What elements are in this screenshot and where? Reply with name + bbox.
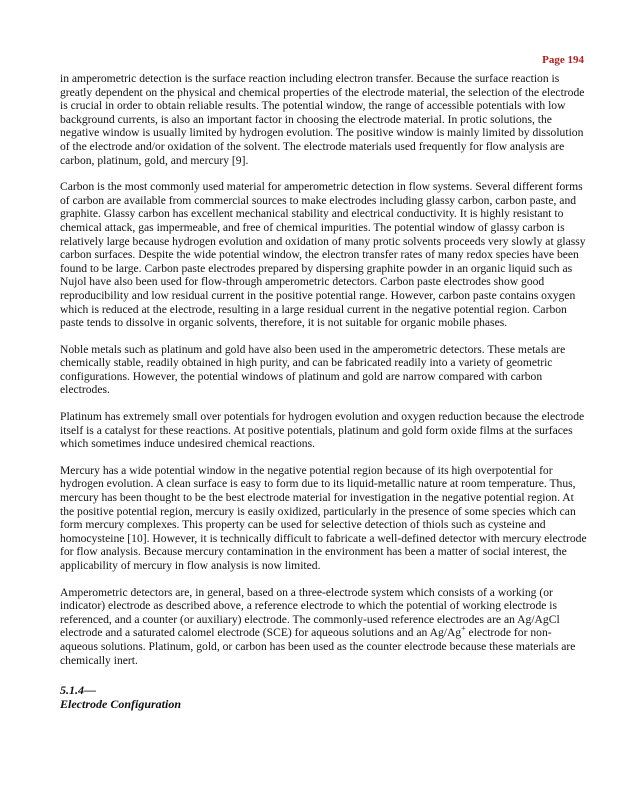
paragraph-three-electrode-text-end: electrode for non-aqueous solutions. Platinum, gold, or carbon has been used as the counter electrode because these materials are chemically inert. — [60, 626, 576, 667]
section-heading — [60, 683, 587, 711]
paragraph-noble-metals: Noble metals such as platinum and gold have also been used in the amperometric detectors. These metals are chemically stable, readily obtained in high purity, and can be fabricated readily into a variety of geometric configurations. However, the potential windows of platinum and gold are narrow compared with carbon electrodes. — [60, 342, 566, 397]
section-title: Electrode Configuration — [60, 697, 182, 712]
paragraph-electrode-surface: in amperometric detection is the surface reaction including electron transfer. Because the surface reaction is greatly dependent on the physical and chemical properties of the electrode material, the selection of the electrode is crucial in order to obtain reliable results. The potential window, the range of accessible potentials with low background currents, is also an important factor in choosing the electrode material. In protic solutions, the negative window is usually limited by hydrogen evolution. The positive window is mainly limited by dissolution of the electrode and/or oxidation of the solvent. The electrode materials used frequently for flow analysis are carbon, platinum, gold, and mercury [9]. — [60, 72, 585, 167]
paragraph-three-electrode-text: Amperometric detectors are, in general, based on a three-electrode system which consists of a working (or indicator) electrode as described above, a reference electrode to which the potential of working electrode is referenced, and a counter (or auxiliary) electrode. The commonly-used reference electrodes are an Ag/AgCl electrode and a saturated calomel electrode (SCE) for aqueous solutions and an Ag/Ag — [60, 585, 560, 640]
paragraph-platinum: Platinum has extremely small over potentials for hydrogen evolution and oxygen reduction because the electrode itself is a catalyst for these reactions. At positive potentials, platinum and gold form oxide films at the surfaces which sometimes induce undesired chemical reactions. — [60, 410, 585, 451]
paragraph-mercury: Mercury has a wide potential window in the negative potential region because of its high overpotential for hydrogen evolution. A clean surface is easy to form due to its liquid-metallic nature at room temperature. Thus, mercury has been thought to be the best electrode material for investigation in the negative potential region. At the positive potential region, mercury is easily oxidized, particularly in the presence of some species which can form mercury complexes. This property can be used for selective detection of thiols such as cysteine and homocysteine [10]. However, it is technically difficult to fabricate a well-defined detector with mercury electrode for flow analysis. Because mercury contamination in the environment has been a matter of social interest, the applicability of mercury in flow analysis is now limited. — [60, 463, 587, 572]
superscript-plus: + — [461, 624, 466, 634]
paragraph-carbon: Carbon is the most commonly used material for amperometric detection in flow systems. Several different forms of carbon are available from commercial sources to make electrodes including glassy carbon, carbon paste, and graphite. Glassy carbon has excellent mechanical stability and electrical conductivity. It is highly resistant to chemical attack, gas impermeable, and free of chemical impurities. The potential window of glassy carbon is relatively large because hydrogen evolution and oxidation of many protic solvents proceeds very slowly at glassy carbon surfaces. Despite the wide potential window, the electron transfer rates of many redox species have been found to be large. Carbon paste electrodes prepared by dispersing graphite powder in an organic liquid such as Nujol have also been used for flow-through amperometric detectors. Carbon paste electrodes show good reproducibility and low residual current in the positive potential range. However, carbon paste contains oxygen which is reduced at the electrode, resulting in a large residual current in the negative potential region. Carbon paste tends to dissolve in organic solvents, therefore, it is not suitable for organic mobile phases. — [60, 180, 586, 330]
section-number: 5.1.4— — [60, 683, 96, 698]
body-text — [60, 72, 587, 711]
page-number: Page 194 — [542, 54, 584, 66]
paragraph-three-electrode — [60, 586, 587, 668]
